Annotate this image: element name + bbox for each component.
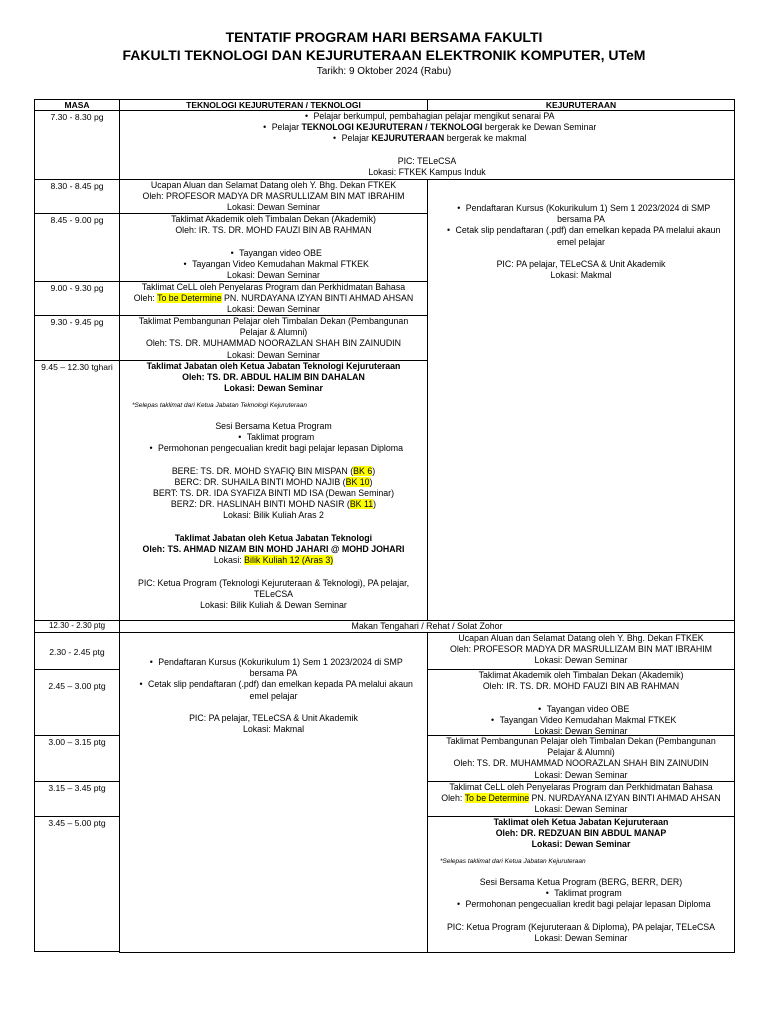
pic-text: PIC: TELeCSA: [397, 155, 457, 166]
student-development-cell: Taklimat Pembangunan Pelajar oleh Timbalan Dekan (Pembangunan Pelajar & Alumni) Oleh: TS. DR. MUHAMMAD NOORAZLAN SHAH BIN ZAINUDIN Lokasi: Dewan Seminar: [427, 735, 735, 782]
list-item: • Tayangan video OBE: [428, 704, 734, 715]
list-item: • Cetak slip pendaftaran (.pdf) dan emelkan kepada PA melalui akaun: [120, 679, 427, 690]
time-cell: 8.45 - 9.00 pg: [34, 213, 120, 282]
list-item: • Permohonan pengecualian kredit bagi pelajar lepasan Diploma: [120, 443, 427, 454]
course-registration-cell: • Pendaftaran Kursus (Kokurikulum 1) Sem 1 2023/2024 di SMP bersama PA • Cetak slip pendaftaran (.pdf) dan emelkan kepada PA melalui akaun emel pelajar PIC: PA pelajar, TELeCSA & Unit Akademik Lokasi: Makmal: [427, 179, 735, 621]
list-item: • Pelajar berkumpul, pembahagian pelajar mengikut senarai PA: [120, 111, 734, 122]
column-header-teknologi: TEKNOLOGI KEJURUTERAN / TEKNOLOGI: [119, 99, 428, 111]
column-header-masa: MASA: [34, 99, 120, 111]
assembly-cell: [119, 110, 735, 180]
cell-briefing-cell: Taklimat CeLL oleh Penyelaras Program dan Perkhidmatan Bahasa Oleh: To be Determine PN. NURDAYANA IZYAN BINTI AHMAD AHSAN Lokasi: Dewan Seminar: [427, 781, 735, 817]
list-item: • Tayangan Video Kemudahan Makmal FTKEK: [428, 715, 734, 726]
time-cell: 3.45 – 5.00 ptg: [34, 816, 120, 952]
list-item: • Pelajar KEJURUTERAAN bergerak ke makmal: [120, 133, 734, 144]
cell-briefing-cell: Taklimat CeLL oleh Penyelaras Program dan Perkhidmatan Bahasa Oleh: To be Determine PN. NURDAYANA IZYAN BINTI AHMAD AHSAN Lokasi: Dewan Seminar: [119, 281, 428, 316]
list-item: • Taklimat program: [120, 432, 427, 443]
time-cell: 9.45 – 12.30 tghari: [34, 360, 120, 621]
time-cell: 3.00 – 3.15 ptg: [34, 735, 120, 782]
list-item: • Cetak slip pendaftaran (.pdf) dan emelkan kepada PA melalui akaun: [428, 225, 734, 236]
academic-briefing-cell: Taklimat Akademik oleh Timbalan Dekan (Akademik) Oleh: IR. TS. DR. MOHD FAUZI BIN AB RAHMAN • Tayangan video OBE • Tayangan Video Kemudahan Makmal FTKEK Lokasi: Dewan Seminar: [119, 213, 428, 282]
document-title: TENTATIF PROGRAM HARI BERSAMA FAKULTI: [225, 29, 543, 45]
time-cell: 7.30 - 8.30 pg: [34, 110, 120, 180]
highlight-tbd: To be Determine: [464, 793, 530, 804]
list-item: • Tayangan video OBE: [120, 248, 427, 259]
time-cell: 3.15 – 3.45 ptg: [34, 781, 120, 817]
department-briefing-kejuruteraan-cell: Taklimat oleh Ketua Jabatan Kejuruteraan Oleh: DR. REDZUAN BIN ABDUL MANAP Lokasi: Dewan Seminar *Selepas taklimat dari Ketua Jabatan Kejuruteraan Sesi Bersama Ketua Program (BERG, BERR, DER) • Taklimat program • Permohonan pengecualian kredit bagi pelajar lepasan Diploma PIC: Ketua Program (Kejuruteraan & Diploma), PA pelajar, TELeCSA Lokasi: Dewan Seminar: [427, 816, 735, 953]
lunch-break-cell: Makan Tengahari / Rehat / Solat Zohor: [119, 620, 735, 633]
welcome-speech-cell: Ucapan Aluan dan Selamat Datang oleh Y. Bhg. Dekan FTKEK Oleh: PROFESOR MADYA DR MASRULLIZAM BIN MAT IBRAHIM Lokasi: Dewan Seminar: [119, 179, 428, 214]
list-item: • Pelajar TEKNOLOGI KEJURUTERAN / TEKNOLOGI bergerak ke Dewan Seminar: [120, 122, 734, 133]
student-development-cell: Taklimat Pembangunan Pelajar oleh Timbalan Dekan (Pembangunan Pelajar & Alumni) Oleh: TS. DR. MUHAMMAD NOORAZLAN SHAH BIN ZAINUDIN Lokasi: Dewan Seminar: [119, 315, 428, 361]
time-cell: 8.30 - 8.45 pg: [34, 179, 120, 214]
time-cell: 9.00 - 9.30 pg: [34, 281, 120, 316]
course-registration-cell: • Pendaftaran Kursus (Kokurikulum 1) Sem 1 2023/2024 di SMP bersama PA • Cetak slip pendaftaran (.pdf) dan emelkan kepada PA melalui akaun emel pelajar PIC: PA pelajar, TELeCSA & Unit Akademik Lokasi: Makmal: [119, 632, 428, 953]
list-item: • Pendaftaran Kursus (Kokurikulum 1) Sem 1 2023/2024 di SMP: [428, 203, 734, 214]
list-item: • Tayangan Video Kemudahan Makmal FTKEK: [120, 259, 427, 270]
list-item: • Permohonan pengecualian kredit bagi pelajar lepasan Diploma: [428, 899, 734, 910]
column-header-kejuruteraan: KEJURUTERAAN: [427, 99, 735, 111]
faculty-name: FAKULTI TEKNOLOGI DAN KEJURUTERAAN ELEKTRONIK KOMPUTER, UTeM: [122, 47, 646, 63]
time-cell: 2.30 - 2.45 ptg: [34, 632, 120, 670]
program-date: Tarikh: 9 Oktober 2024 (Rabu): [316, 66, 452, 77]
academic-briefing-cell: Taklimat Akademik oleh Timbalan Dekan (Akademik) Oleh: IR. TS. DR. MOHD FAUZI BIN AB RAHMAN • Tayangan video OBE • Tayangan Video Kemudahan Makmal FTKEK Lokasi: Dewan Seminar: [427, 669, 735, 736]
note-text: *Selepas taklimat dari Ketua Jabatan Teknologi Kejuruteraan: [132, 401, 308, 409]
list-item: • Taklimat program: [428, 888, 734, 899]
highlight-tbd: To be Determine: [157, 293, 222, 304]
time-cell: 2.45 – 3.00 ptg: [34, 669, 120, 736]
time-cell: 9.30 - 9.45 pg: [34, 315, 120, 361]
location-text: Lokasi: FTKEK Kampus Induk: [368, 167, 486, 177]
time-cell: 12.30 - 2.30 ptg: [34, 620, 120, 633]
note-text: *Selepas taklimat dari Ketua Jabatan Kejuruteraan: [440, 857, 586, 865]
welcome-speech-cell: Ucapan Aluan dan Selamat Datang oleh Y. Bhg. Dekan FTKEK Oleh: PROFESOR MADYA DR MASRULLIZAM BIN MAT IBRAHIM Lokasi: Dewan Seminar: [427, 632, 735, 670]
department-briefing-teknologi-cell: Taklimat Jabatan oleh Ketua Jabatan Teknologi Kejuruteraan Oleh: TS. DR. ABDUL HALIM BIN DAHALAN Lokasi: Dewan Seminar *Selepas taklimat dari Ketua Jabatan Teknologi Kejuruteraan Sesi Bersama Ketua Program • Taklimat program • Permohonan pengecualian kredit bagi pelajar lepasan Diploma BERE: TS. DR. MOHD SYAFIQ BIN MISPAN (BK 6) BERC: DR. SUHAILA BINTI MOHD NAJIB (BK 10) BERT: TS. DR. IDA SYAFIZA BINTI MD ISA (Dewan Seminar) BERZ: DR. HASLINAH BINTI MOHD NASIR (BK 11) Lokasi: Bilik Kuliah Aras 2 Taklimat Jabatan oleh Ketua Jabatan Teknologi Oleh: TS. AHMAD NIZAM BIN MOHD JAHARI @ MOHD JOHARI Lokasi: Bilik Kuliah 12 (Aras 3) PIC: Ketua Program (Teknologi Kejuruteraan & Teknologi), PA pelajar, TELeCSA Lokasi: Bilik Kuliah & Dewan Seminar: [119, 360, 428, 621]
list-item: • Pendaftaran Kursus (Kokurikulum 1) Sem 1 2023/2024 di SMP: [120, 657, 427, 668]
